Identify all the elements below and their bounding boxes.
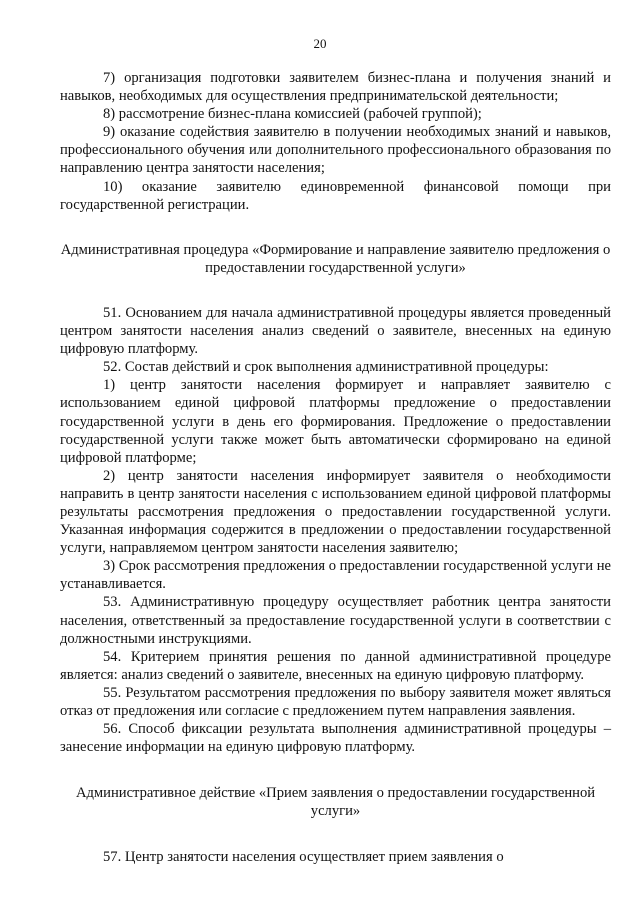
section-heading: Административная процедура «Формирование и направление заявителю предложения о предоставлении государственной услуги» [60,241,611,276]
list-item: 8) рассмотрение бизнес-плана комиссией (рабочей группой); [103,106,482,123]
paragraph: 56. Способ фиксации результата выполнения административной процедуры – занесение информации на единую цифровую платформу. [60,721,611,756]
page-number: 20 [313,36,327,51]
list-item: 9) оказание содействия заявителю в получении необходимых знаний и навыков, профессионального обучения или дополнительного профессионального образования по направлению центра занятости населения; [60,124,611,177]
paragraph: 57. Центр занятости населения осуществляет прием заявления о [103,849,504,866]
list-item: 10) оказание заявителю единовременной финансовой помощи при государственной регистрации. [60,178,611,213]
paragraph: 52. Состав действий и срок выполнения административной процедуры: [103,359,549,376]
paragraph: 1) центр занятости населения формирует и направляет заявителю с использованием единой цифровой платформы предложение о предоставлении государственной услуги в день его формирования. Предложение о предоставлении государственной услуги также может быть автоматически сформировано на единой цифровой платформе; [60,377,611,466]
list-item: 7) организация подготовки заявителем бизнес-плана и получения знаний и навыков, необходимых для осуществления предпринимательской деятельности; [60,70,611,105]
document-body [60,69,611,867]
paragraph: 2) центр занятости населения информирует заявителя о необходимости направить в центр занятости населения с использованием единой цифровой платформы результаты рассмотрения предложения о предоставлении государственной услуги. Указанная информация содержится в предложении о предоставлении государственной услуги, направляемом центром занятости населения заявителю; [60,467,611,557]
paragraph: 3) Срок рассмотрения предложения о предоставлении государственной услуги не устанавливается. [60,558,611,593]
paragraph: 51. Основанием для начала административной процедуры является проведенный центром занятости населения анализ сведений о заявителе, внесенных на единую цифровую платформу. [60,304,611,358]
paragraph: 55. Результатом рассмотрения предложения по выбору заявителя может являться отказ от предложения или согласие с предложением путем направления заявления. [60,684,611,719]
paragraph: 54. Критерием принятия решения по данной административной процедуре является: анализ сведений о заявителе, внесенных на единую цифровую платформу. [60,648,611,683]
section-heading: Административное действие «Прием заявления о предоставлении государственной услуги» [75,785,596,820]
paragraph: 53. Административную процедуру осуществляет работник центра занятости населения, ответственный за предоставление государственной услуги в соответствии с должностными инструкциями. [60,594,611,647]
